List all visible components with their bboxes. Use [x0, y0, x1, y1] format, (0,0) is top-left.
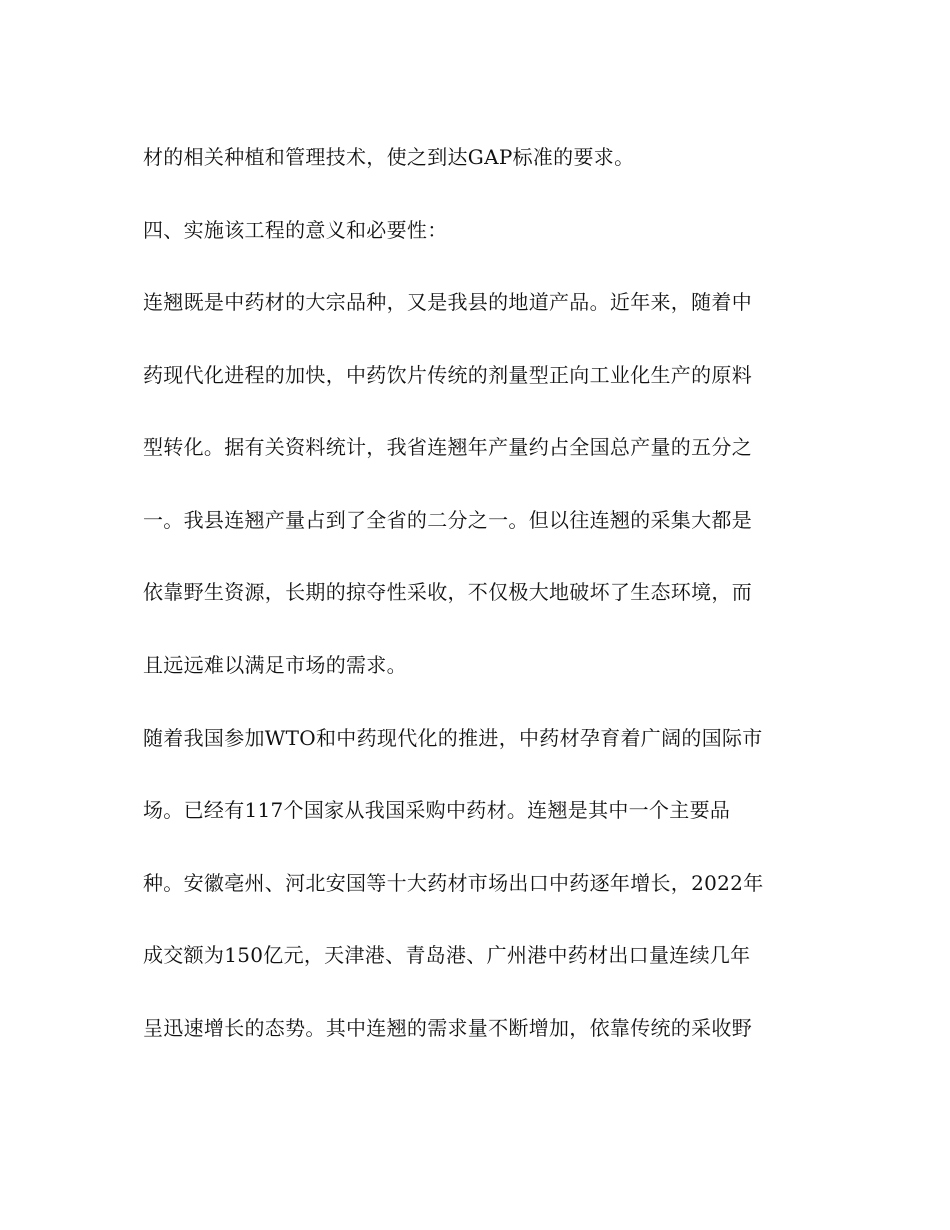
text-line: 依靠野生资源，长期的掠夺性采收，不仅极大地破坏了生态环境，而 [143, 580, 752, 604]
text-line: 型转化。据有关资料统计，我省连翘年产量约占全国总产量的五分之 [143, 435, 752, 459]
text-line: 呈迅速增长的态势。其中连翘的需求量不断增加，依靠传统的采收野 [143, 1016, 752, 1040]
text-line: 一。我县连翘产量占到了全省的二分之一。但以往连翘的采集大都是 [143, 508, 752, 532]
text-line: 且远远难以满足市场的需求。 [143, 653, 407, 677]
text-line: 种。安徽亳州、河北安国等十大药材市场出口中药逐年增长，2022年 [143, 871, 764, 895]
text-line: 药现代化进程的加快，中药饮片传统的剂量型正向工业化生产的原料 [143, 363, 752, 387]
text-line: 场。已经有117个国家从我国采购中药材。连翘是其中一个主要品 [143, 798, 731, 822]
text-line: 连翘既是中药材的大宗品种，又是我县的地道产品。近年来，随着中 [143, 290, 752, 314]
text-line: 随着我国参加WTO和中药现代化的推进，中药材孕育着广阔的国际市 [143, 726, 763, 750]
text-line: 成交额为150亿元，天津港、青岛港、广州港中药材出口量连续几年 [143, 943, 751, 967]
text-line: 材的相关种植和管理技术，使之到达GAP标准的要求。 [143, 145, 635, 169]
section-heading: 四、实施该工程的意义和必要性： [143, 218, 448, 242]
